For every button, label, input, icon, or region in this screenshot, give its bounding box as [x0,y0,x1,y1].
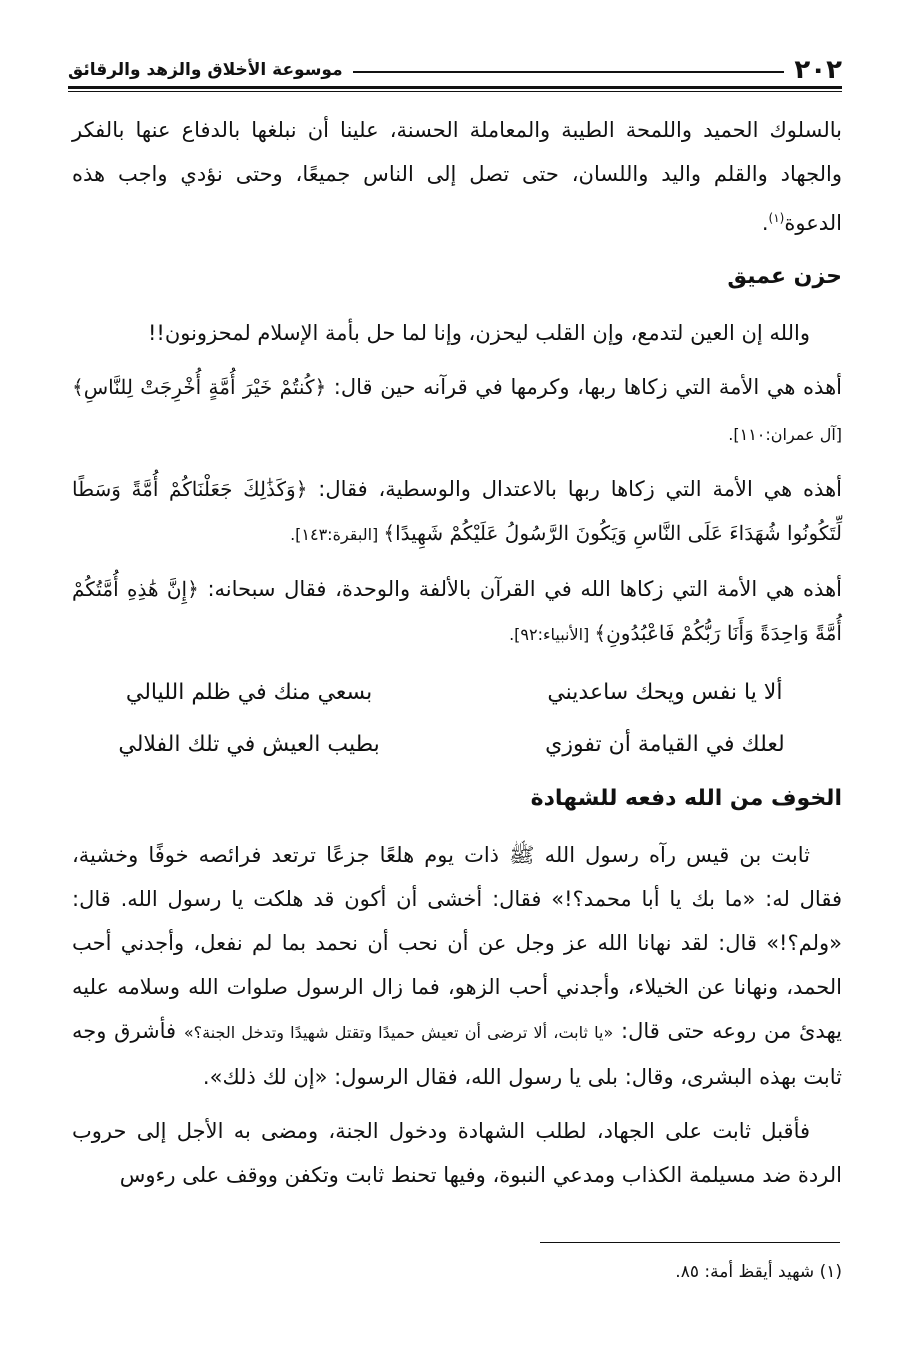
poem-hemistich-left: بسعي منك في ظلم الليالي [125,680,373,705]
poem-hemistich-right: ألا يا نفس ويحك ساعديني [547,680,783,705]
poem [72,667,842,771]
quran-verse: ﴿وَكَذَٰلِكَ جَعَلْنَاكُمْ أُمَّةً وَسَطًا لِّتَكُونُوا شُهَدَاءَ عَلَى النَّاسِ وَيَكُونَ الرَّسُولُ عَلَيْكُمْ شَهِيدًا﴾ [72,477,842,545]
paragraph [72,467,842,557]
poem-verse [72,719,842,771]
poem-verse [72,667,842,719]
verse-reference: [البقرة:١٤٣]. [290,525,384,544]
verse-reference: [آل عمران:١١٠]. [728,425,842,444]
section-heading: حزن عميق [727,264,842,289]
header-divider-thin [68,91,842,92]
paragraph-text: فأشرق وجه ثابت بهذه البشرى، وقال: بلى يا رسول الله، فقال الرسول: «إن لك ذلك». [72,1019,842,1089]
page-header [68,52,842,88]
footnote-rule [540,1242,840,1243]
header-divider [68,86,842,89]
paragraph-text: ثابت بن قيس رآه رسول الله ﷺ ذات يوم هلعًا جزعًا ترتعد فرائصه خوفًا وخشية، فقال له: «ما بك يا أبا محمد؟!» فقال: أخشى أن أكون قد هلكت يا رسول الله. قال: «ولم؟!» قال: لقد نهانا الله عز وجل عن أن نحب أن نحمد بما لم نفعل، وأجدني أحب الحمد، ونهانا عن الخيلاء، وأجدني أحب الزهو، فما زال الرسول صلوات الله وسلامه عليه يهدئ من روعه حتى قال: [72,843,842,1043]
paragraph-text: أهذه هي الأمة التي زكاها ربها، وكرمها في قرآنه حين قال: [326,375,842,399]
paragraph [72,365,842,457]
paragraph-text: بالسلوك الحميد واللمحة الطيبة والمعاملة الحسنة، علينا أن نبلغها بالدفاع عنها بالفكر والجهاد والقلم واليد واللسان، حتى تصل إلى الناس جميعًا، وحتى نؤدي واجب هذه الدعوة [72,118,842,235]
paragraph-text: . [761,211,769,235]
footnote: (١) شهيد أيقظ أمة: ٨٥. [675,1262,842,1282]
paragraph: فأقبل ثابت على الجهاد، لطلب الشهادة ودخول الجنة، ومضى به الأجل إلى حروب الردة ضد مسيلمة الكذاب ومدعي النبوة، وفيها تحنط ثابت وتكفن ووقف على رءوس [72,1119,842,1187]
poem-hemistich-left: بطيب العيش في تلك الفلالي [118,732,380,757]
paragraph-text: أهذه هي الأمة التي زكاها ربها بالاعتدال والوسطية، فقال: [307,477,842,501]
paragraph [72,108,842,245]
quran-verse: ﴿إِنَّ هَٰذِهِ أُمَّتُكُمْ أُمَّةً وَاحِدَةً وَأَنَا رَبُّكُمْ فَاعْبُدُونِ﴾ [72,577,842,645]
paragraph [72,833,842,1099]
verse-reference: [الأنبياء:٩٢]. [509,625,595,644]
paragraph [72,567,842,657]
page-body [72,108,842,1207]
header-rule [353,71,785,73]
running-title: موسوعة الأخلاق والزهد والرقائق [68,60,343,80]
quran-verse: ﴿كُنتُمْ خَيْرَ أُمَّةٍ أُخْرِجَتْ لِلنَّاسِ﴾ [72,375,327,399]
section-heading: الخوف من الله دفعه للشهادة [530,786,842,811]
paragraph-text: أهذه هي الأمة التي زكاها الله في القرآن بالألفة والوحدة، فقال سبحانه: [198,577,842,601]
poem-hemistich-right: لعلك في القيامة أن تفوزي [545,732,785,757]
page-number: ٢٠٢ [794,55,842,85]
paragraph: والله إن العين لتدمع، وإن القلب ليحزن، وإنا لما حل بأمة الإسلام لمحزونون!! [147,321,810,345]
hadith-quote: «يا ثابت، ألا ترضى أن تعيش حميدًا وتقتل شهيدًا وتدخل الجنة؟» [183,1023,614,1042]
footnote-marker[interactable]: (١) [768,211,785,225]
